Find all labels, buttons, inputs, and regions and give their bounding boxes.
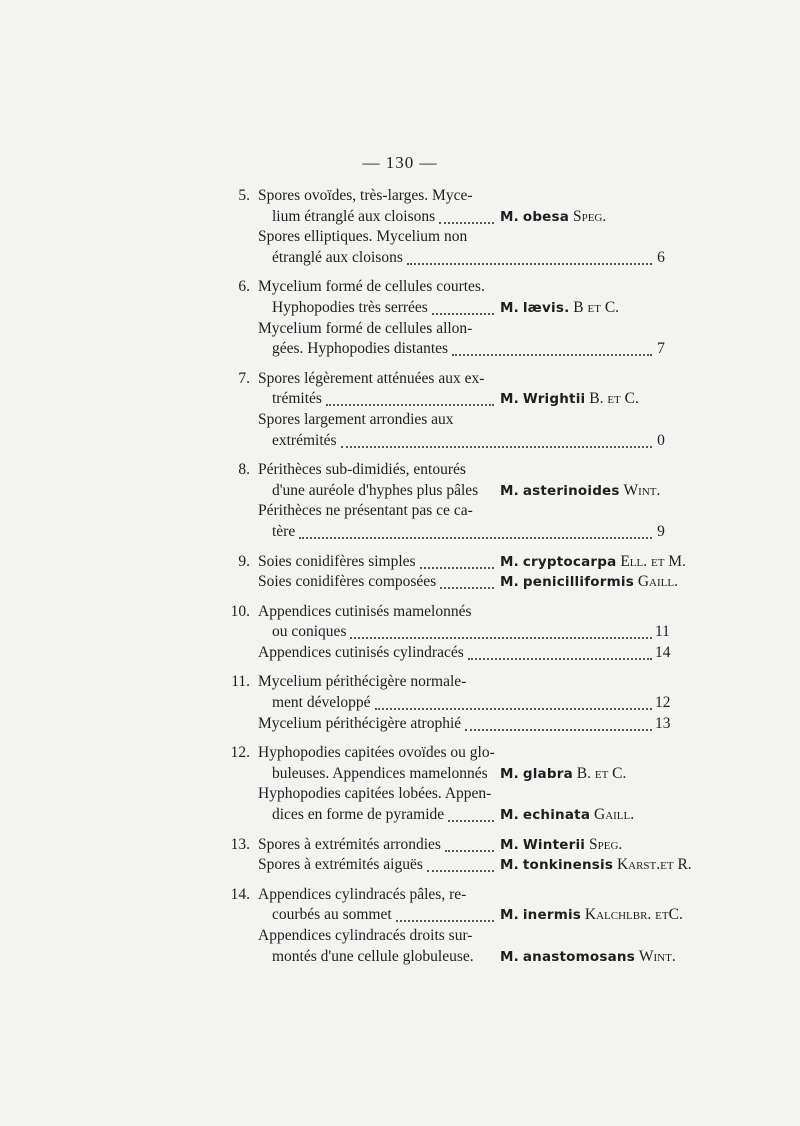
dot-leader	[465, 727, 652, 731]
key-line-text: Spores elliptiques. Mycelium non	[258, 228, 468, 246]
key-line-text: dices en forme de pyramide	[272, 806, 445, 824]
dot-leader	[445, 848, 494, 852]
key-line	[0, 410, 800, 431]
author-citation: Speg.	[572, 207, 607, 225]
key-line-text: Spores ovoïdes, très-larges. Myce-	[258, 187, 473, 204]
identification-key	[0, 186, 800, 967]
key-line-text: Appendices cylindracés droits sur-	[258, 927, 473, 944]
species-epithet: inermis	[522, 907, 582, 924]
key-line-text: gées. Hyphopodies distantes	[272, 340, 449, 358]
author-citation: Gaill.	[594, 806, 635, 824]
taxon-name	[500, 389, 639, 410]
genus-abbreviation: M.	[500, 807, 519, 824]
key-line-text: buleuses. Appendices mamelonnés	[272, 764, 488, 782]
taxon-name	[500, 835, 622, 856]
dot-leader	[407, 261, 652, 265]
key-line-text: Spores à extrémités arrondies	[258, 835, 441, 853]
taxon-name	[500, 947, 676, 968]
key-couplet	[0, 552, 800, 593]
key-line	[0, 926, 800, 947]
key-couplet	[0, 835, 800, 876]
lead-to-couplet: 14	[655, 643, 671, 661]
key-line-text: trémités	[272, 390, 322, 408]
key-line-text: Périthèces ne présentant pas ce ca-	[258, 502, 473, 520]
dot-leader	[468, 656, 652, 660]
key-line-text: ou coniques	[272, 623, 347, 641]
genus-abbreviation: M.	[500, 391, 519, 408]
key-couplet	[0, 369, 800, 451]
key-line	[0, 186, 800, 207]
genus-abbreviation: M.	[500, 765, 519, 782]
species-epithet: glabra	[522, 765, 573, 782]
dot-leader	[350, 635, 652, 639]
lead-to-couplet: 7	[657, 340, 665, 358]
key-line	[0, 693, 800, 714]
dot-leader	[326, 402, 494, 406]
genus-abbreviation: M.	[500, 574, 519, 591]
species-epithet: Winterii	[522, 836, 586, 853]
species-epithet: Wrightii	[522, 391, 586, 408]
genus-abbreviation: M.	[500, 208, 519, 225]
key-line-text: tère	[272, 522, 296, 540]
dot-leader	[440, 585, 494, 589]
couplet-number: 11.	[231, 673, 250, 691]
species-epithet: tonkinensis	[522, 857, 614, 874]
key-line	[0, 369, 800, 390]
couplet-number: 6.	[238, 278, 250, 296]
dot-leader	[341, 444, 652, 448]
key-line-text: Mycelium périthécigère atrophié	[258, 714, 462, 732]
dot-leader	[427, 868, 494, 872]
key-line-text: Soies conidifères simples	[258, 552, 416, 570]
key-line-text: Hyphopodies capitées ovoïdes ou glo-	[258, 744, 495, 762]
key-line	[0, 643, 800, 664]
author-citation: Ell. et M.	[620, 552, 686, 570]
key-line	[0, 501, 800, 522]
genus-abbreviation: M.	[500, 299, 519, 316]
species-epithet: penicilliformis	[522, 574, 634, 591]
key-couplet	[0, 186, 800, 268]
genus-abbreviation: M.	[500, 836, 519, 853]
key-line	[0, 319, 800, 340]
key-line-text: Mycelium périthécigère normale-	[258, 673, 467, 691]
couplet-number: 9.	[238, 552, 250, 570]
genus-abbreviation: M.	[500, 948, 519, 965]
dot-leader	[448, 818, 494, 822]
key-line	[0, 743, 800, 764]
key-line-text: étranglé aux cloisons	[272, 248, 403, 266]
taxon-name	[500, 572, 678, 593]
key-line	[0, 522, 800, 543]
dot-leader	[439, 220, 494, 224]
key-couplet	[0, 602, 800, 664]
couplet-number: 7.	[238, 369, 250, 387]
key-line	[0, 431, 800, 452]
taxon-name	[500, 764, 626, 785]
author-citation: B. et C.	[589, 390, 639, 408]
taxon-name	[500, 855, 692, 876]
key-line	[0, 552, 800, 573]
key-line-text: Mycelium formé de cellules allon-	[258, 319, 473, 337]
key-line-text: ment développé	[272, 694, 371, 712]
key-couplet	[0, 460, 800, 542]
lead-to-couplet: 9	[657, 522, 665, 540]
key-line	[0, 298, 800, 319]
taxon-name	[500, 552, 686, 573]
key-line	[0, 855, 800, 876]
author-citation: Wint.	[638, 947, 676, 965]
lead-to-couplet: 13	[655, 714, 671, 732]
author-citation: Karst.et R.	[616, 856, 692, 874]
dot-leader	[375, 706, 652, 710]
author-citation: Gaill.	[637, 573, 678, 591]
taxon-name	[500, 207, 606, 228]
taxon-name	[500, 805, 634, 826]
dot-leader	[420, 565, 494, 569]
key-line	[0, 207, 800, 228]
key-line	[0, 460, 800, 481]
key-line-text: Spores largement arrondies aux	[258, 410, 454, 428]
key-line-text: lium étranglé aux cloisons	[272, 207, 436, 225]
key-line-text: Spores à extrémités aiguës	[258, 856, 423, 874]
key-line-text: Périthèces sub-dimidiés, entourés	[258, 461, 466, 479]
key-line	[0, 885, 800, 906]
author-citation: Wint.	[623, 481, 661, 499]
lead-to-couplet: 11	[655, 623, 670, 641]
key-line	[0, 389, 800, 410]
key-line-text: Appendices cutinisés cylindracés	[258, 643, 464, 661]
key-line	[0, 481, 800, 502]
key-couplet	[0, 885, 800, 967]
dot-leader	[396, 918, 494, 922]
taxon-name	[500, 298, 619, 319]
author-citation: B et C.	[573, 298, 620, 316]
couplet-number: 8.	[238, 461, 250, 479]
key-line	[0, 248, 800, 269]
species-epithet: obesa	[522, 208, 570, 225]
key-line	[0, 905, 800, 926]
key-line	[0, 805, 800, 826]
key-line	[0, 672, 800, 693]
key-couplet	[0, 672, 800, 734]
species-epithet: asterinoides	[522, 482, 620, 499]
species-epithet: cryptocarpa	[522, 553, 617, 570]
key-line	[0, 277, 800, 298]
key-line-text: Spores légèrement atténuées aux ex-	[258, 369, 485, 387]
genus-abbreviation: M.	[500, 482, 519, 499]
author-citation: Kalchlbr. etC.	[584, 906, 683, 924]
lead-to-couplet: 6	[657, 248, 665, 266]
key-line-text: Appendices cylindracés pâles, re-	[258, 885, 467, 903]
key-line-text: Mycelium formé de cellules courtes.	[258, 278, 485, 296]
key-line-text: Hyphopodies très serrées	[272, 298, 428, 316]
key-line-text: d'une auréole d'hyphes plus pâles	[272, 481, 479, 499]
couplet-number: 12.	[230, 744, 250, 762]
key-line	[0, 622, 800, 643]
species-epithet: anastomosans	[522, 948, 635, 965]
couplet-number: 14.	[230, 885, 250, 903]
key-couplet	[0, 277, 800, 359]
key-line	[0, 764, 800, 785]
species-epithet: echinata	[522, 807, 591, 824]
key-line	[0, 339, 800, 360]
taxon-name	[500, 905, 683, 926]
key-line-text: courbés au sommet	[272, 906, 392, 924]
taxon-name	[500, 481, 660, 502]
key-line-text: Hyphopodies capitées lobées. Appen-	[258, 785, 492, 803]
dot-leader	[452, 352, 652, 356]
key-line	[0, 602, 800, 623]
genus-abbreviation: M.	[500, 857, 519, 874]
dot-leader	[299, 535, 652, 539]
key-line-text: Soies conidifères composées	[258, 573, 437, 591]
key-line	[0, 572, 800, 593]
key-line	[0, 227, 800, 248]
author-citation: Speg.	[588, 835, 623, 853]
key-line-text: montés d'une cellule globuleuse.	[272, 947, 474, 965]
couplet-number: 10.	[230, 602, 250, 620]
couplet-number: 5.	[238, 187, 250, 204]
couplet-number: 13.	[230, 835, 250, 853]
lead-to-couplet: 12	[655, 694, 671, 712]
genus-abbreviation: M.	[500, 907, 519, 924]
key-line	[0, 835, 800, 856]
key-line	[0, 947, 800, 968]
dot-leader	[432, 311, 494, 315]
author-citation: B. et C.	[576, 764, 627, 782]
key-couplet	[0, 743, 800, 825]
key-line-text: Appendices cutinisés mamelonnés	[258, 602, 472, 620]
page-number: — 130 —	[362, 153, 438, 172]
key-line-text: extrémités	[272, 431, 337, 449]
lead-to-couplet: 0	[657, 431, 665, 449]
genus-abbreviation: M.	[500, 553, 519, 570]
key-line	[0, 784, 800, 805]
species-epithet: lævis.	[522, 299, 570, 316]
key-line	[0, 714, 800, 735]
